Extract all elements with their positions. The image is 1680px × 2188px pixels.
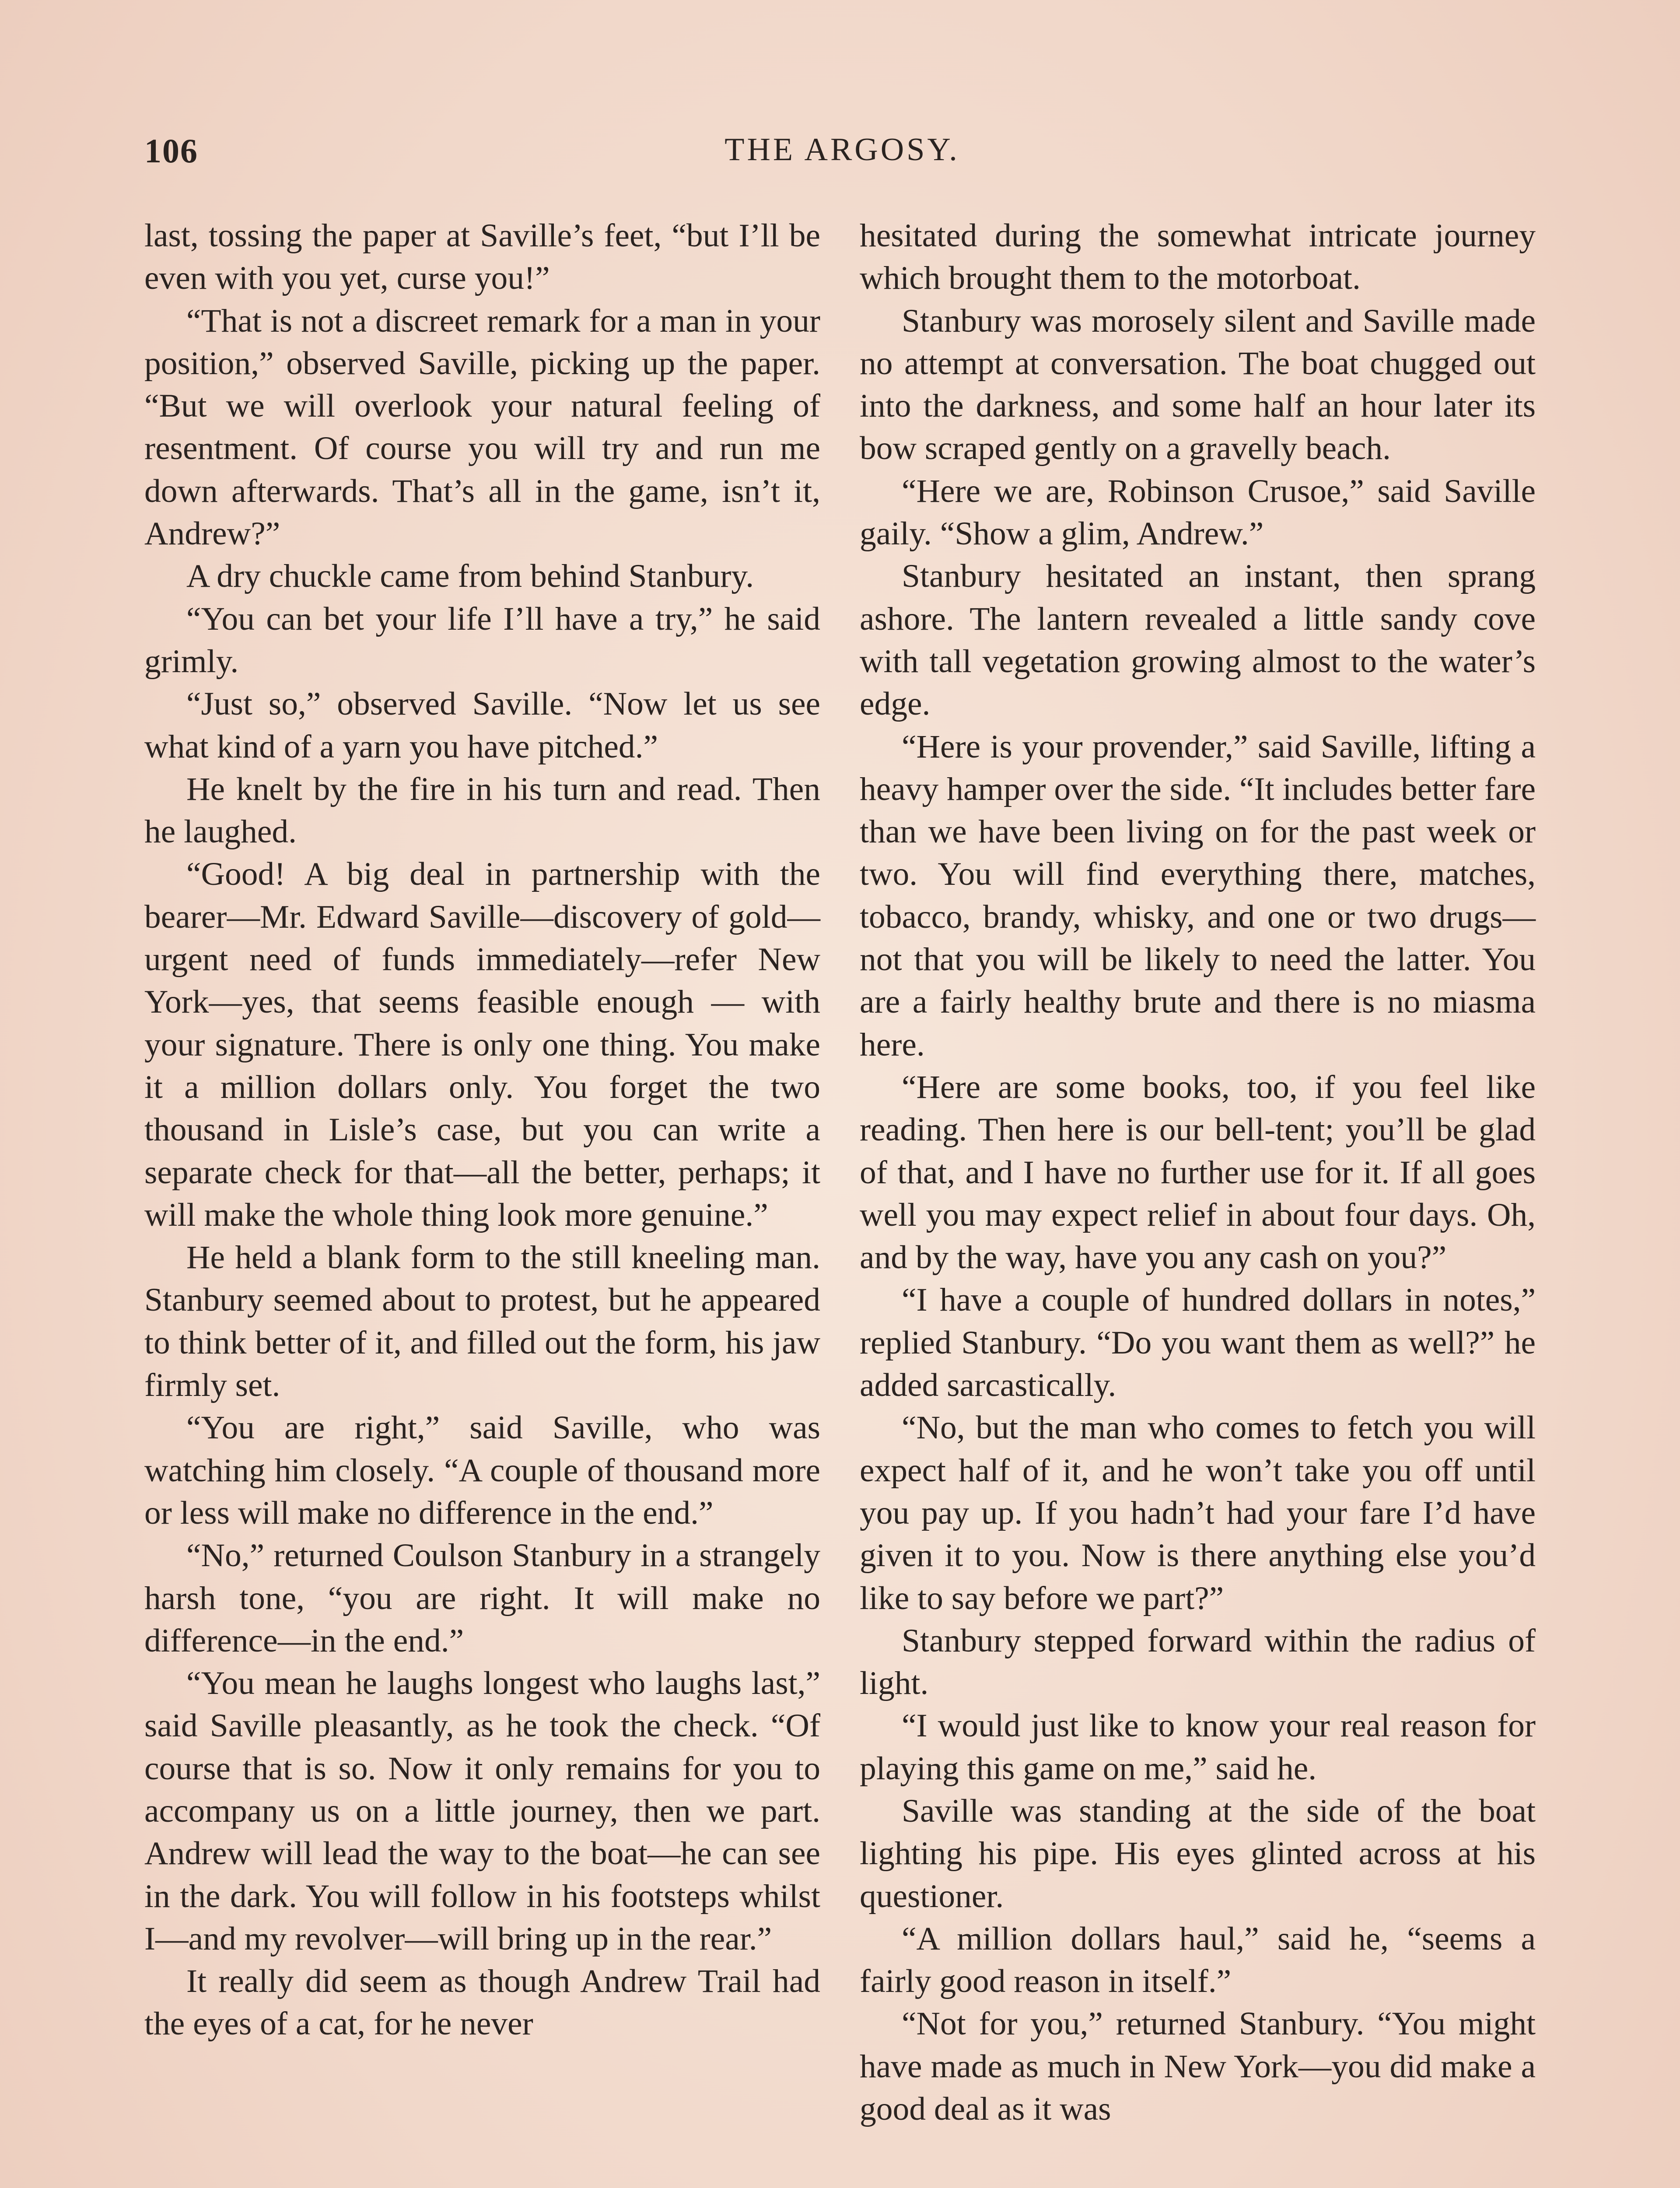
paragraph: “You can bet your life I’ll have a try,” he said grimly.	[144, 600, 820, 680]
paragraph: “Here we are, Robinson Crusoe,” said Saville gaily. “Show a glim, Andrew.”	[860, 473, 1536, 552]
paragraph: Saville was standing at the side of the boat lighting his pipe. His eyes glinted across at his questioner.	[860, 1792, 1536, 1914]
paragraph: Stanbury hesitated an instant, then sprang ashore. The lantern revealed a little sandy cove with tall vegetation growing almost to the water’s edge.	[860, 558, 1536, 722]
paragraph: “No, but the man who comes to fetch you will expect half of it, and he won’t take you off until you pay up. If you hadn’t had your fare I’d have given it to you. Now is there anything else you’d like to say before we part?”	[860, 1410, 1536, 1616]
paragraph: “No,” returned Coulson Stanbury in a strangely harsh tone, “you are right. It will make no difference—in the end.”	[144, 1537, 820, 1659]
paragraph: Stanbury stepped forward within the radius of light.	[860, 1622, 1536, 1702]
paragraph: “I have a couple of hundred dollars in notes,” replied Stanbury. “Do you want them as well?” he added sarcastically.	[860, 1282, 1536, 1404]
left-column	[144, 214, 820, 2045]
paragraph: “Just so,” observed Saville. “Now let us see what kind of a yarn you have pitched.”	[144, 686, 820, 765]
paragraph: “You mean he laughs longest who laughs last,” said Saville pleasantly, as he took the check. “Of course that is so. Now it only remains for you to accompany us on a little journey, then we part. Andrew will lead the way to the boat—he can see in the dark. You will follow in his footsteps whilst I—and my revolver—will bring up in the rear.”	[144, 1665, 820, 1957]
running-head: THE ARGOSY.	[724, 132, 960, 168]
paragraph: “Here is your provender,” said Saville, lifting a heavy hamper over the side. “It includes better fare than we have been living on for the past week or two. You will find everything there, matches, tobacco, brandy, whisky, and one or two drugs—not that you will be likely to need the latter. You are a fairly healthy brute and there is no miasma here.	[860, 728, 1536, 1063]
page-number: 106	[144, 132, 198, 170]
paragraph: “A million dollars haul,” said he, “seems a fairly good reason in itself.”	[860, 1920, 1536, 2000]
paragraph: “Here are some books, too, if you feel like reading. Then here is our bell-tent; you’ll be glad of that, and I have no further use for it. If all goes well you may expect relief in about four days. Oh, and by the way, have you any cash on you?”	[860, 1069, 1536, 1276]
paragraph: Stanbury was morosely silent and Saville made no attempt at conversation. The boat chugged out into the darkness, and some half an hour later its bow scraped gently on a gravelly beach.	[860, 302, 1536, 467]
right-column	[860, 214, 1536, 2130]
paragraph: “That is not a discreet remark for a man in your position,” observed Saville, picking up the paper. “But we will overlook your natural feeling of resentment. Of course you will try and run me down afterwards. That’s all in the game, isn’t it, Andrew?”	[144, 302, 820, 552]
paragraph: He knelt by the fire in his turn and read. Then he laughed.	[144, 771, 820, 850]
paragraph: A dry chuckle came from behind Stanbury.	[186, 558, 754, 595]
paragraph: “You are right,” said Saville, who was watching him closely. “A couple of thousand more or less will make no difference in the end.”	[144, 1410, 820, 1531]
paragraph: hesitated during the somewhat intricate journey which brought them to the motorboat.	[860, 217, 1536, 297]
paragraph: It really did seem as though Andrew Trail had the eyes of a cat, for he never	[144, 1963, 820, 2042]
paragraph: “I would just like to know your real reason for playing this game on me,” said he.	[860, 1708, 1536, 1787]
paragraph: “Good! A big deal in partnership with the bearer—Mr. Edward Saville—discovery of gold—urgent need of funds immediately—refer New York—yes, that seems feasible enough — with your signature. There is only one thing. You make it a million dollars only. You forget the two thousand in Lisle’s case, but you can write a separate check for that—all the better, perhaps; it will make the whole thing look more genuine.”	[144, 856, 820, 1233]
paragraph: “Not for you,” returned Stanbury. “You might have made as much in New York—you did make a good deal as it was	[860, 2006, 1536, 2128]
paragraph: He held a blank form to the still kneeling man. Stanbury seemed about to protest, but he appeared to think better of it, and filled out the form, his jaw firmly set.	[144, 1239, 820, 1404]
page-header	[144, 131, 1540, 179]
paragraph: last, tossing the paper at Saville’s feet, “but I’ll be even with you yet, curse you!”	[144, 217, 820, 297]
